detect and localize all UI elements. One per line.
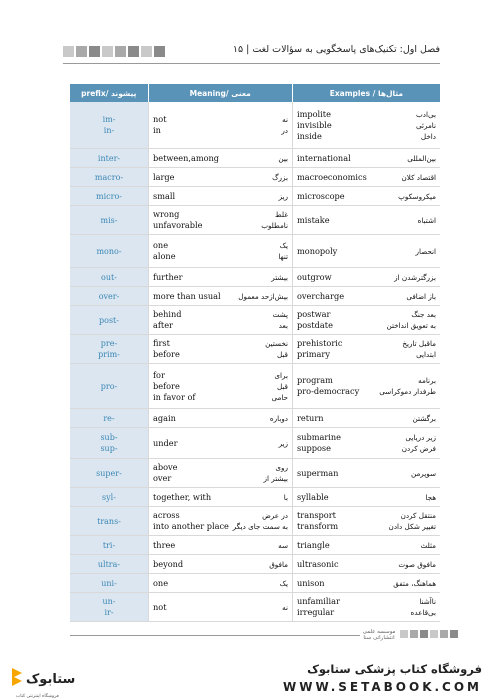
- page-footer: [70, 629, 440, 643]
- prefix-cell: [70, 459, 148, 487]
- meaning-cell: [148, 459, 292, 487]
- english-text: return: [297, 412, 324, 423]
- persian-text: تغییر شکل دادن: [388, 522, 436, 531]
- prefix-label: mis-: [100, 215, 118, 225]
- english-text: together, with: [153, 491, 212, 502]
- examples-cell-line: [297, 272, 436, 283]
- examples-cell: [292, 536, 440, 554]
- examples-cell: [292, 488, 440, 506]
- english-text: postdate: [297, 320, 333, 330]
- meaning-cell-line: [153, 320, 288, 331]
- meaning-cell-line: [153, 602, 288, 613]
- persian-text: نامرئی: [416, 120, 436, 130]
- persian-text: بی‌قاعده: [410, 608, 436, 617]
- examples-cell: [292, 287, 440, 305]
- table-row: [70, 149, 440, 168]
- examples-cell: [292, 409, 440, 427]
- persian-text: اقتصاد کلان: [401, 172, 436, 182]
- english-text: again: [153, 412, 176, 423]
- prefix-label: post-: [99, 315, 119, 325]
- meaning-cell-line: [153, 370, 288, 381]
- prefix-cell: [70, 306, 148, 334]
- persian-text: مافوق: [269, 559, 288, 569]
- persian-text: بین‌المللی: [407, 153, 436, 163]
- examples-cell-line: [297, 443, 436, 454]
- persian-text: برنامه: [418, 376, 436, 385]
- meaning-cell-line: [153, 251, 288, 262]
- table-row: [70, 364, 440, 409]
- meaning-cell-line: [153, 220, 288, 231]
- examples-cell-line: [297, 291, 436, 302]
- examples-cell-line: [297, 338, 436, 349]
- persian-text: سوپرمن: [410, 468, 436, 478]
- meaning-cell-line: [153, 473, 288, 484]
- footer-divider: [70, 635, 360, 636]
- persian-text: یک: [279, 578, 288, 588]
- persian-text: بین: [278, 153, 288, 163]
- persian-text: ناآشنا: [419, 597, 436, 606]
- prefix-cell: [70, 488, 148, 506]
- examples-cell: [292, 235, 440, 267]
- meaning-cell-line: [153, 240, 288, 251]
- prefix-cell: [70, 555, 148, 573]
- prefix-label: im-: [102, 115, 116, 124]
- prefix-label: micro-: [96, 191, 122, 201]
- table-row: [70, 287, 440, 306]
- english-text: superman: [297, 467, 339, 478]
- examples-cell: [292, 268, 440, 286]
- examples-cell: [292, 428, 440, 458]
- english-text: program: [297, 375, 333, 385]
- english-text: more than usual: [153, 290, 221, 301]
- table-header: [70, 84, 440, 102]
- persian-text: دوباره: [269, 413, 288, 423]
- meaning-cell: [148, 268, 292, 286]
- meaning-cell-line: [153, 153, 288, 164]
- english-text: after: [153, 320, 173, 330]
- table-row: [70, 268, 440, 287]
- meaning-cell: [148, 149, 292, 167]
- prefix-cell: [70, 149, 148, 167]
- meaning-cell-line: [153, 272, 288, 283]
- prefix-label: ultra-: [97, 559, 121, 569]
- meaning-cell-line: [153, 492, 288, 503]
- persian-text: هماهنگ، متفق: [393, 578, 436, 588]
- meaning-cell-line: [153, 114, 288, 125]
- persian-text: داخل: [420, 131, 436, 141]
- persian-text: باز اضافی: [406, 291, 436, 301]
- persian-text: نه: [282, 602, 288, 612]
- english-text: alone: [153, 251, 176, 261]
- meaning-cell: [148, 235, 292, 267]
- prefix-cell: [70, 593, 148, 621]
- meaning-cell-line: [153, 559, 288, 570]
- store-domain[interactable]: WWW.SETABOOK.COM: [282, 680, 482, 694]
- examples-cell-line: [297, 215, 436, 226]
- meaning-cell-line: [153, 578, 288, 589]
- meaning-cell: [148, 287, 292, 305]
- meaning-cell: [148, 574, 292, 592]
- meaning-cell: [148, 555, 292, 573]
- table-row: [70, 206, 440, 235]
- persian-text: با: [283, 492, 288, 502]
- english-text: in favor of: [153, 391, 196, 402]
- english-text: irregular: [297, 607, 335, 617]
- store-title: فروشگاه کتاب پزشکی ستابوک: [307, 662, 482, 676]
- prefix-cell: [70, 536, 148, 554]
- examples-cell: [292, 335, 440, 363]
- english-text: transport: [297, 510, 336, 520]
- prefix-cell: [70, 102, 148, 148]
- persian-text: ریز: [278, 191, 288, 201]
- persian-text: حامی: [271, 392, 288, 402]
- persian-text: غلط: [275, 210, 288, 219]
- english-text: not: [153, 601, 167, 612]
- meaning-cell-line: [153, 510, 288, 521]
- examples-cell-line: [297, 172, 436, 183]
- examples-cell-line: [297, 320, 436, 331]
- meaning-cell-line: [153, 413, 288, 424]
- prefix-label: mono-: [96, 246, 122, 256]
- svg-text:ستابوک: ستابوک: [26, 672, 76, 687]
- english-text: international: [297, 152, 351, 163]
- english-text: unfamiliar: [297, 596, 340, 606]
- prefix-cell: [70, 268, 148, 286]
- english-text: into another place: [153, 521, 229, 531]
- english-text: primary: [297, 349, 330, 359]
- meaning-cell: [148, 409, 292, 427]
- examples-cell: [292, 574, 440, 592]
- table-row: [70, 102, 440, 149]
- prefix-label: inter-: [97, 153, 121, 163]
- english-text: invisible: [297, 119, 332, 130]
- meaning-cell: [148, 593, 292, 621]
- english-text: inside: [297, 130, 322, 141]
- examples-cell: [292, 306, 440, 334]
- prefix-cell: [70, 206, 148, 234]
- meaning-cell-line: [153, 338, 288, 349]
- english-text: one: [153, 577, 169, 588]
- english-text: before: [153, 380, 180, 391]
- english-text: one: [153, 240, 169, 250]
- english-text: mistake: [297, 214, 330, 225]
- english-text: pro-democracy: [297, 386, 360, 396]
- store-banner: [0, 650, 500, 700]
- english-text: in: [153, 125, 161, 135]
- meaning-cell-line: [153, 540, 288, 551]
- english-text: beyond: [153, 558, 184, 569]
- meaning-cell: [148, 536, 292, 554]
- meaning-cell-line: [153, 209, 288, 220]
- persian-text: قبل: [276, 350, 288, 359]
- persian-text: مافوق صوت: [398, 559, 436, 569]
- prefix-cell: [70, 574, 148, 592]
- examples-cell-line: [297, 432, 436, 443]
- meaning-cell: [148, 306, 292, 334]
- prefix-cell: [70, 428, 148, 458]
- publisher-logo: [362, 629, 396, 641]
- col-prefix-header: prefix/ پیشوند: [81, 88, 137, 98]
- persian-text: برگشتن: [412, 413, 436, 423]
- meaning-cell-line: [153, 392, 288, 403]
- examples-cell-line: [297, 120, 436, 131]
- english-text: wrong: [153, 209, 180, 219]
- persian-text: ابتدایی: [416, 350, 436, 359]
- meaning-cell-line: [153, 438, 288, 449]
- persian-text: ماقبل تاریخ: [402, 339, 436, 348]
- meaning-cell-line: [153, 381, 288, 392]
- prefix-label: prim-: [98, 350, 120, 359]
- prefix-label: re-: [103, 413, 115, 423]
- english-text: three: [153, 539, 176, 550]
- english-text: across: [153, 510, 180, 520]
- examples-cell-line: [297, 596, 436, 607]
- english-text: microscope: [297, 190, 345, 201]
- meaning-cell-line: [153, 309, 288, 320]
- prefix-cell: [70, 335, 148, 363]
- english-text: small: [153, 190, 176, 201]
- prefix-cell: [70, 235, 148, 267]
- examples-cell-line: [297, 540, 436, 551]
- table-row: [70, 593, 440, 622]
- examples-cell: [292, 168, 440, 186]
- meaning-cell: [148, 488, 292, 506]
- prefix-cell: [70, 168, 148, 186]
- prefix-label: sub-: [100, 433, 118, 442]
- prefix-cell: [70, 187, 148, 205]
- examples-cell-line: [297, 131, 436, 142]
- meaning-cell-line: [153, 291, 288, 302]
- chapter-title: فصل اول: تکنیک‌های پاسخگویی به سؤالات لغت | ۱۵: [232, 44, 440, 55]
- meaning-cell: [148, 168, 292, 186]
- persian-text: پشت: [272, 310, 288, 319]
- publisher-line1: موسسه علمی: [362, 629, 396, 635]
- table-row: [70, 168, 440, 187]
- meaning-cell: [148, 428, 292, 458]
- examples-cell-line: [297, 492, 436, 503]
- examples-cell-line: [297, 578, 436, 589]
- table-body: [70, 102, 440, 622]
- examples-cell-line: [297, 559, 436, 570]
- table-row: [70, 459, 440, 488]
- prefix-label: pre-: [100, 339, 118, 348]
- examples-cell-line: [297, 386, 436, 397]
- persian-text: بی‌ادب: [416, 109, 436, 119]
- examples-cell: [292, 593, 440, 621]
- table-row: [70, 536, 440, 555]
- table-row: [70, 187, 440, 206]
- examples-cell-line: [297, 607, 436, 618]
- persian-text: منتقل کردن: [400, 511, 436, 520]
- english-text: suppose: [297, 443, 331, 453]
- english-text: overcharge: [297, 290, 345, 301]
- persian-text: نخستین: [265, 339, 288, 348]
- english-text: between,among: [153, 152, 220, 163]
- header-divider: [63, 63, 440, 64]
- persian-text: انحصار: [415, 246, 436, 256]
- examples-cell: [292, 187, 440, 205]
- persian-text: بیشتر از: [263, 474, 288, 483]
- persian-text: بزرگترشدن از: [394, 272, 436, 282]
- english-text: impolite: [297, 108, 331, 119]
- persian-text: قبل: [276, 381, 288, 391]
- prefix-label: tri-: [102, 540, 116, 550]
- persian-text: میکروسکوپ: [398, 191, 436, 201]
- persian-text: بیش‌ازحد معمول: [238, 291, 288, 301]
- prefix-label: sup-: [100, 444, 118, 453]
- col-examples-header: Examples / مثال‌ها: [292, 84, 440, 102]
- page-header: [63, 44, 440, 66]
- english-text: transform: [297, 521, 339, 531]
- persian-text: زیر: [278, 438, 288, 448]
- meaning-cell-line: [153, 521, 288, 532]
- prefix-label: pro-: [100, 381, 118, 391]
- meaning-cell-line: [153, 125, 288, 136]
- prefix-label: macro-: [94, 172, 124, 182]
- meaning-cell: [148, 507, 292, 535]
- meaning-cell-line: [153, 462, 288, 473]
- meaning-cell: [148, 206, 292, 234]
- footer-squares: [400, 630, 458, 638]
- examples-cell: [292, 507, 440, 535]
- examples-cell-line: [297, 309, 436, 320]
- persian-text: نامطلوب: [261, 221, 288, 230]
- persian-text: بزرگ: [272, 172, 288, 182]
- persian-text: مثلث: [420, 540, 436, 550]
- persian-text: طرفدار دموکراسی: [379, 387, 436, 396]
- examples-cell-line: [297, 246, 436, 257]
- examples-cell: [292, 102, 440, 148]
- examples-cell-line: [297, 375, 436, 386]
- english-text: further: [153, 271, 183, 282]
- examples-cell: [292, 206, 440, 234]
- english-text: before: [153, 349, 180, 359]
- persian-text: هجا: [425, 492, 436, 502]
- prefix-label: out-: [101, 272, 117, 282]
- meaning-cell: [148, 364, 292, 408]
- prefix-label: trans-: [97, 516, 121, 526]
- examples-cell: [292, 555, 440, 573]
- english-text: unfavorable: [153, 220, 203, 230]
- table-row: [70, 235, 440, 268]
- table-row: [70, 306, 440, 335]
- setabook-logo-icon: [8, 662, 78, 692]
- english-text: not: [153, 114, 167, 124]
- english-text: submarine: [297, 432, 342, 442]
- prefix-cell: [70, 287, 148, 305]
- english-text: under: [153, 437, 178, 448]
- prefix-table: [70, 84, 440, 622]
- english-text: over: [153, 473, 172, 483]
- persian-text: بعد جنگ: [411, 310, 436, 319]
- table-row: [70, 335, 440, 364]
- meaning-cell: [148, 102, 292, 148]
- english-text: outgrow: [297, 271, 332, 282]
- table-row: [70, 409, 440, 428]
- prefix-label: uni-: [101, 578, 117, 588]
- prefix-label: un-: [102, 597, 116, 606]
- english-text: for: [153, 369, 165, 380]
- english-text: triangle: [297, 539, 330, 550]
- meaning-cell-line: [153, 191, 288, 202]
- persian-text: زیر دریایی: [405, 433, 436, 442]
- english-text: prehistoric: [297, 338, 343, 348]
- examples-cell-line: [297, 521, 436, 532]
- english-text: macroeconomics: [297, 171, 367, 182]
- english-text: ultrasonic: [297, 558, 339, 569]
- prefix-cell: [70, 364, 148, 408]
- english-text: syllable: [297, 491, 329, 502]
- persian-text: تنها: [278, 252, 288, 261]
- english-text: behind: [153, 309, 182, 319]
- meaning-cell-line: [153, 172, 288, 183]
- col-meaning-header: Meaning/ معنی: [148, 84, 292, 102]
- prefix-label: super-: [96, 468, 122, 478]
- examples-cell-line: [297, 109, 436, 120]
- persian-text: روی: [275, 463, 288, 472]
- examples-cell-line: [297, 349, 436, 360]
- meaning-cell: [148, 335, 292, 363]
- english-text: large: [153, 171, 175, 182]
- prefix-label: in-: [103, 126, 115, 135]
- examples-cell: [292, 364, 440, 408]
- english-text: monopoly: [297, 245, 338, 256]
- english-text: unison: [297, 577, 325, 588]
- meaning-cell: [148, 187, 292, 205]
- persian-text: در: [281, 126, 288, 135]
- persian-text: در عرض: [262, 511, 288, 520]
- logo-subtitle: فروشگاه اینترنتی کتاب: [16, 694, 59, 699]
- examples-cell-line: [297, 153, 436, 164]
- persian-text: اشتباه: [417, 215, 436, 225]
- publisher-line2: انتشاراتی سنا: [363, 635, 395, 641]
- examples-cell-line: [297, 468, 436, 479]
- prefix-cell: [70, 507, 148, 535]
- persian-text: فرض کردن: [401, 444, 436, 453]
- persian-text: به تعویق انداختن: [386, 321, 436, 330]
- examples-cell: [292, 149, 440, 167]
- table-row: [70, 507, 440, 536]
- examples-cell: [292, 459, 440, 487]
- meaning-cell-line: [153, 349, 288, 360]
- english-text: postwar: [297, 309, 331, 319]
- header-squares: [63, 46, 165, 57]
- persian-text: نه: [282, 115, 288, 124]
- prefix-label: syl-: [102, 492, 116, 502]
- english-text: above: [153, 462, 178, 472]
- prefix-label: over-: [98, 291, 120, 301]
- table-row: [70, 555, 440, 574]
- persian-text: برای: [274, 370, 288, 380]
- persian-text: سه: [278, 540, 288, 550]
- english-text: first: [153, 338, 170, 348]
- persian-text: به سمت جای دیگر: [232, 522, 288, 531]
- persian-text: بیشتر: [271, 272, 288, 282]
- table-row: [70, 488, 440, 507]
- examples-cell-line: [297, 413, 436, 424]
- table-row: [70, 574, 440, 593]
- examples-cell-line: [297, 510, 436, 521]
- table-row: [70, 428, 440, 459]
- persian-text: یک: [279, 241, 288, 250]
- persian-text: بعد: [278, 321, 288, 330]
- examples-cell-line: [297, 191, 436, 202]
- prefix-cell: [70, 409, 148, 427]
- prefix-label: ir-: [104, 608, 114, 617]
